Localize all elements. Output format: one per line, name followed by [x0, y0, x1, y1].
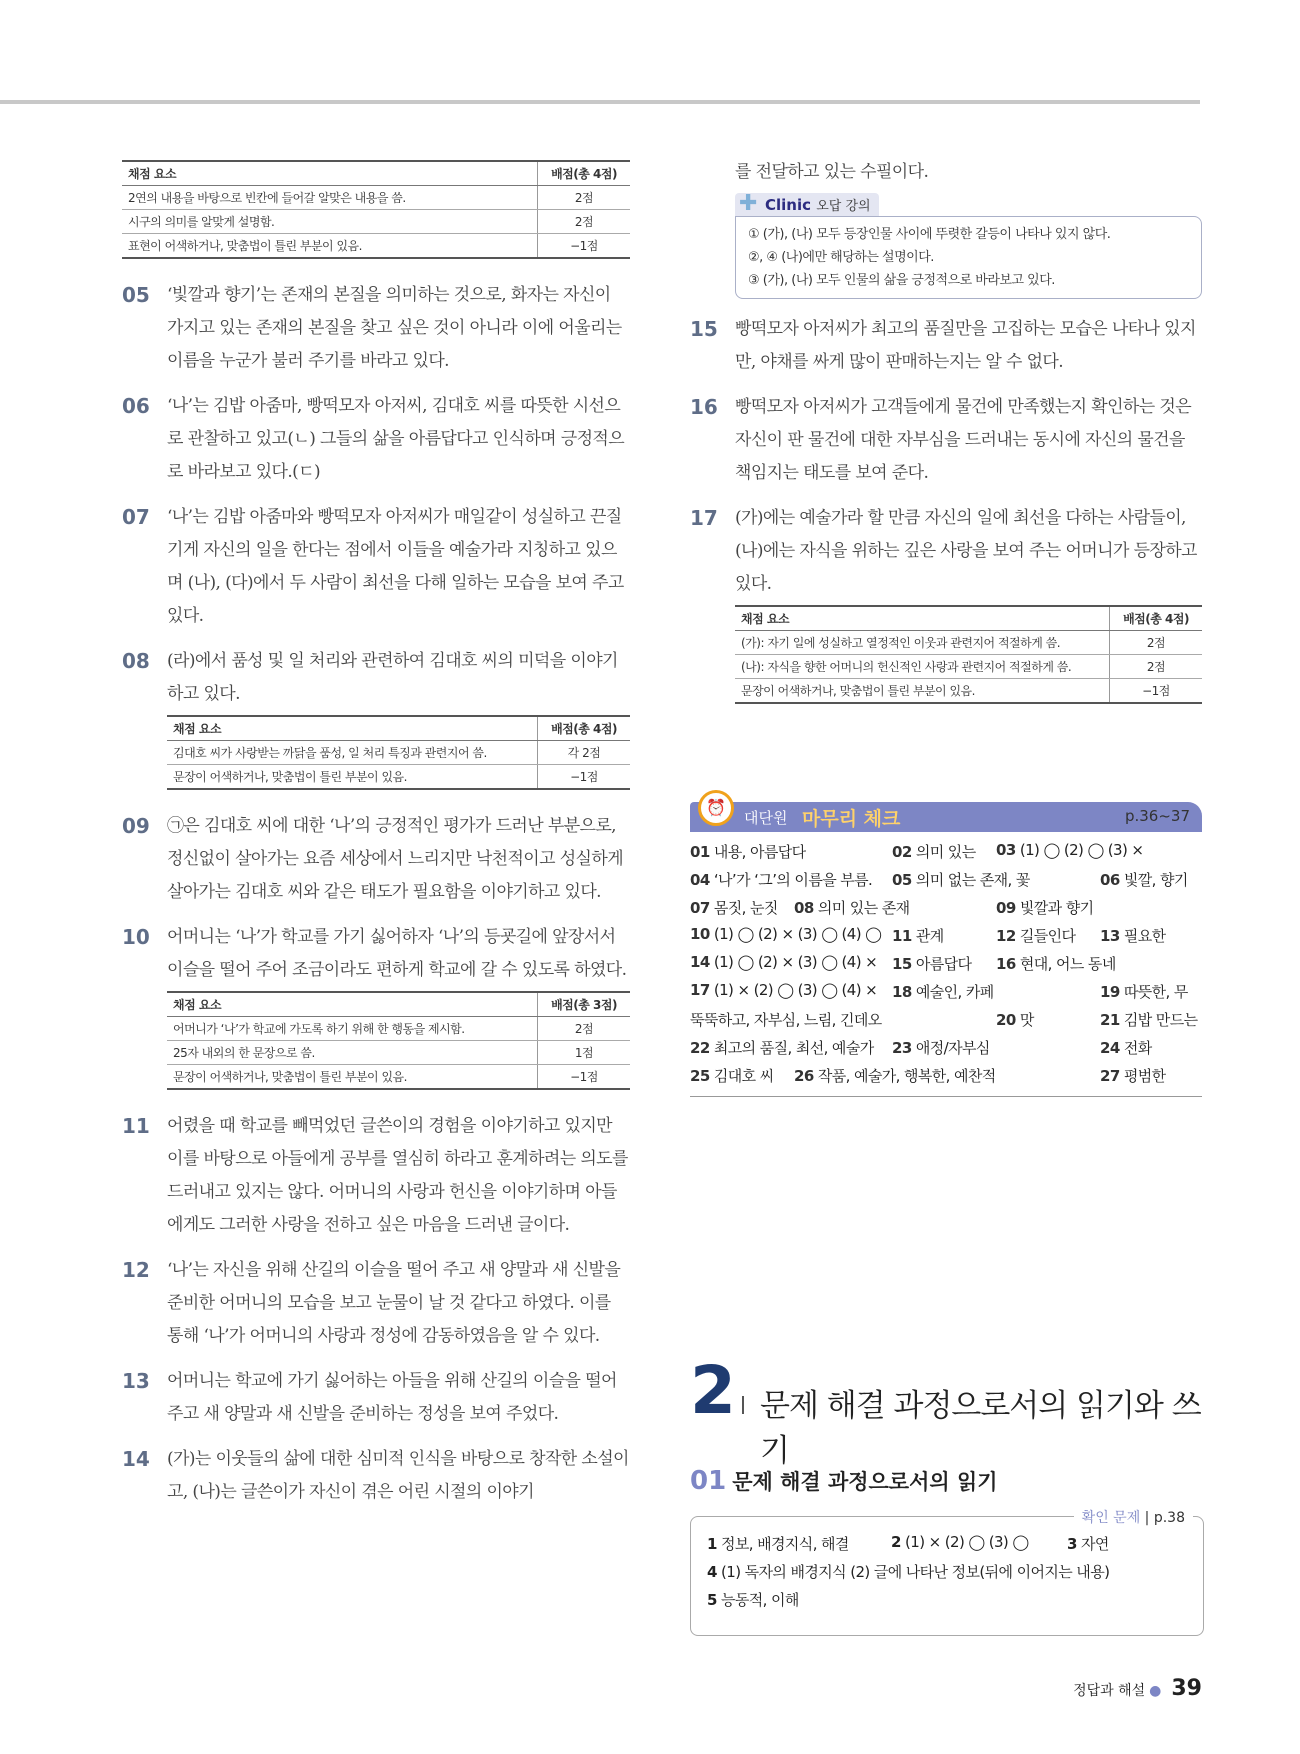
answer-text: 현대, 어느 동네 [1019, 955, 1116, 973]
answer-text: 의미 없는 존재, 꽃 [915, 871, 1030, 889]
table-cell: 어머니가 ‘나’가 학교에 가도록 하기 위해 한 행동을 제시함. [167, 1017, 538, 1041]
clinic-label [735, 193, 879, 216]
answer-text: 정보, 배경지식, 해결 [721, 1535, 849, 1553]
section-number: 01 [690, 1466, 727, 1496]
clinic-content [735, 216, 1202, 299]
answer-text: 김대호 씨 [713, 1067, 774, 1085]
clinic-subtitle: 오답 강의 [816, 199, 871, 214]
answer-number: 24 [1100, 1039, 1120, 1057]
item-text: 빵떡모자 아저씨가 고객들에게 물건에 만족했는지 확인하는 것은 자신이 판 물건에 대한 자부심을 드러내는 동시에 자신의 물건을 책임지는 태도를 보여 준다. [735, 397, 1192, 483]
table-row [167, 1017, 630, 1041]
item-number: 06 [122, 394, 150, 418]
item-text: ‘나’는 자신을 위해 산길의 이슬을 떨어 주고 새 양말과 새 신발을 준비한 어머니의 모습을 보고 눈물이 날 것 같다고 하였다. 이를 통해 ‘나’가 어머니의 사랑과 정성에 감동하였음을 알 수 있다. [167, 1260, 621, 1346]
chapter-title: 문제 해결 과정으로서의 읽기와 쓰기 [760, 1388, 1201, 1469]
answer-text: 빛깔과 향기 [1019, 899, 1094, 917]
answer-number: 13 [1100, 927, 1120, 945]
item-text: 어머니는 학교에 가기 싫어하는 아들을 위해 산길의 이슬을 떨어 주고 새 양말과 새 신발을 준비하는 정성을 보여 주었다. [167, 1371, 617, 1424]
plus-icon: ✚ [739, 191, 758, 216]
top-rule [0, 100, 1200, 104]
answer-number: 03 [996, 841, 1016, 859]
table-header: 배점(총 4점) [538, 161, 631, 186]
table-header: 배점(총 4점) [1110, 606, 1203, 631]
clinic-title: Clinic [765, 196, 812, 214]
table-cell: −1점 [538, 1065, 631, 1090]
answer-number: 06 [1100, 871, 1120, 889]
table-header: 채점 요소 [122, 161, 538, 186]
table-header: 채점 요소 [735, 606, 1110, 631]
answer-number: 22 [690, 1039, 710, 1057]
answer-text: ‘나’가 ‘그’의 이름을 부름. [713, 871, 873, 889]
unit-check-header [690, 798, 1202, 832]
item-text: ㉠은 김대호 씨에 대한 ‘나’의 긍정적인 평가가 드러난 부분으로, 정신없이 살아가는 요즘 세상에서 느리지만 낙천적이고 성실하게 살아가는 김대호 씨와 같은 태도가 필요함을 이야기하고 있다. [167, 816, 624, 902]
table-header: 배점(총 4점) [538, 716, 631, 741]
answer-item [122, 1365, 630, 1431]
answer-row [707, 1589, 799, 1610]
answer-number: 2 [891, 1533, 901, 1551]
unit-check-answers [690, 838, 1202, 1097]
item-number: 07 [122, 505, 150, 529]
answer-row [690, 866, 1202, 894]
answer-number: 15 [892, 955, 912, 973]
table-row [167, 1065, 630, 1090]
clinic-line: ③ (가), (나) 모두 인물의 삶을 긍정적으로 바라보고 있다. [748, 273, 1055, 288]
item-text: ‘나’는 김밥 아줌마, 빵떡모자 아저씨, 김대호 씨를 따뜻한 시선으로 관찰하고 있고(ㄴ) 그들의 삶을 아름답다고 인식하며 긍정적으로 바라보고 있다.(ㄷ) [167, 396, 625, 482]
item-number: 14 [122, 1447, 150, 1471]
divider [742, 1396, 744, 1414]
answer-item [122, 810, 630, 909]
scoring-table [735, 605, 1202, 704]
answer-item [122, 1443, 630, 1509]
answer-text: 필요한 [1123, 927, 1166, 945]
answer-number: 11 [892, 927, 912, 945]
item-text: 빵떡모자 아저씨가 최고의 품질만을 고집하는 모습은 나타나 있지만, 야채를 싸게 많이 판매하는지는 알 수 없다. [735, 319, 1196, 372]
item-text: 어머니는 ‘나’가 학교를 가기 싫어하자 ‘나’의 등굣길에 앞장서서 이슬을 떨어 주어 조금이라도 편하게 학교에 갈 수 있도록 하였다. [167, 927, 627, 980]
answer-row [707, 1533, 849, 1554]
answer-text: 의미 있는 [915, 843, 976, 861]
answer-row [690, 1062, 1202, 1090]
answer-row [1067, 1533, 1109, 1554]
answer-number: 18 [892, 983, 912, 1001]
table-cell: −1점 [538, 234, 631, 259]
footer-label: 정답과 해설 [1073, 1683, 1146, 1699]
scoring-table [167, 991, 630, 1090]
page-footer [1073, 1676, 1202, 1701]
confirm-label: 확인 문제 [1081, 1510, 1141, 1526]
answer-number: 10 [690, 925, 710, 943]
table-header: 채점 요소 [167, 716, 538, 741]
answer-text: 내용, 아름답다 [713, 843, 806, 861]
item-number: 12 [122, 1258, 150, 1282]
answer-item [122, 645, 630, 711]
table-row [735, 679, 1202, 704]
item-number: 17 [690, 506, 718, 530]
answer-number: 3 [1067, 1535, 1077, 1553]
item-text: (가)는 이웃들의 삶에 대한 심미적 인식을 바탕으로 창작한 소설이고, (나)는 글쓴이가 자신이 겪은 어린 시절의 이야기 [167, 1449, 629, 1502]
table-header: 채점 요소 [167, 992, 538, 1017]
answer-item [690, 313, 1202, 379]
answer-number: 23 [892, 1039, 912, 1057]
answer-text: 예술인, 카페 [915, 983, 994, 1001]
answer-row [690, 978, 1202, 1006]
section-heading [690, 1466, 998, 1496]
table-cell: 문장이 어색하거나, 맞춤법이 틀린 부분이 있음. [167, 1065, 538, 1090]
item-number: 08 [122, 649, 150, 673]
unit-check-label: 대단원 [744, 809, 788, 827]
left-column [122, 158, 630, 1521]
answer-text: (1) ◯ (2) × (3) ◯ (4) ◯ [713, 925, 882, 943]
answer-number: 02 [892, 843, 912, 861]
table-header: 배점(총 3점) [538, 992, 631, 1017]
table-cell: 2점 [538, 1017, 631, 1041]
item-text: ‘나’는 김밥 아줌마와 빵떡모자 아저씨가 매일같이 성실하고 끈질기게 자신의 일을 한다는 점에서 이들을 예술가라 지칭하고 있으며 (나), (다)에서 두 사람이 최선을 다해 일하는 모습을 보여 주고 있다. [167, 507, 624, 626]
table-cell: 2점 [1110, 631, 1203, 655]
answer-text: 김밥 만드는 [1123, 1011, 1198, 1029]
answer-row [707, 1561, 1109, 1582]
answer-item [690, 502, 1202, 601]
section-title: 문제 해결 과정으로서의 읽기 [732, 1470, 998, 1494]
answer-text: 전화 [1123, 1039, 1152, 1057]
table-cell: 시구의 의미를 알맞게 설명함. [122, 210, 538, 234]
bullet-icon: ● [1149, 1683, 1162, 1699]
scoring-table [122, 160, 630, 259]
answer-row [690, 1006, 1202, 1034]
answer-item [122, 279, 630, 378]
answer-row [690, 1034, 1202, 1062]
answer-number: 25 [690, 1067, 710, 1085]
table-cell: 25자 내외의 한 문장으로 씀. [167, 1041, 538, 1065]
table-cell: 2점 [538, 210, 631, 234]
answer-item [690, 391, 1202, 490]
confirm-problems-box [690, 1510, 1204, 1636]
table-row [122, 186, 630, 210]
item-text: (라)에서 품성 및 일 처리와 관련하여 김대호 씨의 미덕을 이야기하고 있다. [167, 651, 618, 704]
answer-text: 아름답다 [915, 955, 972, 973]
answer-number: 05 [892, 871, 912, 889]
table-cell: 2점 [1110, 655, 1203, 679]
right-column [690, 156, 1202, 724]
answer-number: 26 [794, 1067, 814, 1085]
answer-text: 맛 [1019, 1011, 1034, 1029]
answer-text: 자연 [1081, 1535, 1109, 1553]
item-number: 11 [122, 1114, 150, 1138]
answer-number: 07 [690, 899, 710, 917]
answer-number: 16 [996, 955, 1016, 973]
answer-text: 빛깔, 향기 [1123, 871, 1188, 889]
answer-number: 27 [1100, 1067, 1120, 1085]
answer-number: 12 [996, 927, 1016, 945]
answer-row [891, 1533, 1029, 1551]
answer-number: 01 [690, 843, 710, 861]
chapter-number: 2 [690, 1352, 736, 1429]
confirm-page: p.38 [1153, 1510, 1185, 1526]
answer-row [690, 894, 1202, 922]
item-number: 10 [122, 925, 150, 949]
table-cell: 2점 [538, 186, 631, 210]
answer-text: 몸짓, 눈짓 [713, 899, 778, 917]
table-row [735, 631, 1202, 655]
answer-row [690, 950, 1202, 978]
table-cell: 문장이 어색하거나, 맞춤법이 틀린 부분이 있음. [167, 765, 538, 790]
item-number: 13 [122, 1369, 150, 1393]
table-cell: 1점 [538, 1041, 631, 1065]
answer-number: 14 [690, 953, 710, 971]
table-cell: −1점 [538, 765, 631, 790]
answer-number: 09 [996, 899, 1016, 917]
confirm-tag: 확인 문제 | p.38 [1074, 1507, 1193, 1527]
answer-text: (1) × (2) ◯ (3) ◯ (4) × [713, 981, 878, 999]
answer-text: (1) ◯ (2) × (3) ◯ (4) × [713, 953, 878, 971]
answer-number: 08 [794, 899, 814, 917]
answer-text: (1) 독자의 배경지식 (2) 글에 나타난 정보(뒤에 이어지는 내용) [721, 1563, 1110, 1581]
table-row [122, 210, 630, 234]
answer-item [122, 1110, 630, 1242]
answer-text: 평범한 [1123, 1067, 1166, 1085]
clinic-line: ②, ④ (나)에만 해당하는 설명이다. [748, 250, 934, 265]
answer-text: 애정/자부심 [915, 1039, 990, 1057]
page-number: 39 [1171, 1676, 1202, 1701]
table-row [735, 655, 1202, 679]
item-text: ‘빛깔과 향기’는 존재의 본질을 의미하는 것으로, 화자는 자신이 가지고 있는 존재의 본질을 찾고 싶은 것이 아니라 이에 어울리는 이름을 누군가 불러 주기를 바라고 있다. [167, 285, 622, 371]
answer-item [122, 921, 630, 987]
item-text: (가)에는 예술가라 할 만큼 자신의 일에 최선을 다하는 사람들이, (나)에는 자식을 위하는 깊은 사랑을 보여 주는 어머니가 등장하고 있다. [735, 508, 1197, 594]
table-cell: (가): 자기 일에 성실하고 열정적인 이웃과 관련지어 적절하게 씀. [735, 631, 1110, 655]
answer-text: (1) × (2) ◯ (3) ◯ [905, 1533, 1029, 1551]
table-cell: (나): 자식을 향한 어머니의 헌신적인 사랑과 관련지어 적절하게 씀. [735, 655, 1110, 679]
answer-text: 작품, 예술가, 행복한, 예찬적 [817, 1067, 996, 1085]
table-cell: 각 2점 [538, 741, 631, 765]
table-cell: 2연의 내용을 바탕으로 빈칸에 들어갈 알맞은 내용을 씀. [122, 186, 538, 210]
table-row [167, 1041, 630, 1065]
table-row [122, 234, 630, 259]
table-row [167, 741, 630, 765]
unit-check-pages: p.36~37 [1124, 807, 1190, 825]
answer-number: 21 [1100, 1011, 1120, 1029]
chapter-heading [690, 1352, 1202, 1469]
answer-text: 따뜻한, 무 [1123, 983, 1188, 1001]
answer-text: 능동적, 이해 [721, 1591, 799, 1609]
item-number: 09 [122, 814, 150, 838]
answer-number: 5 [707, 1591, 717, 1609]
clinic-line: ① (가), (나) 모두 등장인물 사이에 뚜렷한 갈등이 나타나 있지 않다. [748, 227, 1111, 242]
answer-row [690, 922, 1202, 950]
answer-item [122, 501, 630, 633]
scoring-table [167, 715, 630, 790]
answer-text: 뚝뚝하고, 자부심, 느림, 긴데오 [690, 1011, 882, 1029]
answer-number: 1 [707, 1535, 717, 1553]
item-number: 16 [690, 395, 718, 419]
table-cell: −1점 [1110, 679, 1203, 704]
answer-number: 4 [707, 1563, 717, 1581]
answer-item [122, 390, 630, 489]
table-cell: 문장이 어색하거나, 맞춤법이 틀린 부분이 있음. [735, 679, 1110, 704]
answer-text: 최고의 품질, 최선, 예술가 [713, 1039, 874, 1057]
item-number: 15 [690, 317, 718, 341]
item-number: 05 [122, 283, 150, 307]
answer-row [690, 838, 1202, 866]
table-row [167, 765, 630, 790]
answer-item [122, 1254, 630, 1353]
answer-text: 관계 [915, 927, 944, 945]
table-cell: 김대호 씨가 사랑받는 까닭을 품성, 일 처리 특징과 관련지어 씀. [167, 741, 538, 765]
answer-number: 20 [996, 1011, 1016, 1029]
answer-text: 의미 있는 존재 [817, 899, 910, 917]
answer-number: 19 [1100, 983, 1120, 1001]
item-text-continued: 를 전달하고 있는 수필이다. [735, 162, 929, 182]
table-cell: 표현이 어색하거나, 맞춤법이 틀린 부분이 있음. [122, 234, 538, 259]
alarm-clock-icon: ⏰ [698, 790, 734, 826]
answer-number: 17 [690, 981, 710, 999]
answer-text: 길들인다 [1019, 927, 1076, 945]
item-text: 어렸을 때 학교를 빼먹었던 글쓴이의 경험을 이야기하고 있지만 이를 바탕으로 아들에게 공부를 열심히 하라고 훈계하려는 의도를 드러내고 있지는 않다. 어머니의 사랑과 헌신을 이야기하며 아들에게도 그러한 사랑을 전하고 싶은 마음을 드러낸 글이다. [167, 1116, 628, 1235]
unit-check-title: 마무리 체크 [802, 808, 901, 830]
answer-text: (1) ◯ (2) ◯ (3) × [1019, 841, 1144, 859]
clinic-box [735, 193, 1202, 299]
answer-number: 04 [690, 871, 710, 889]
